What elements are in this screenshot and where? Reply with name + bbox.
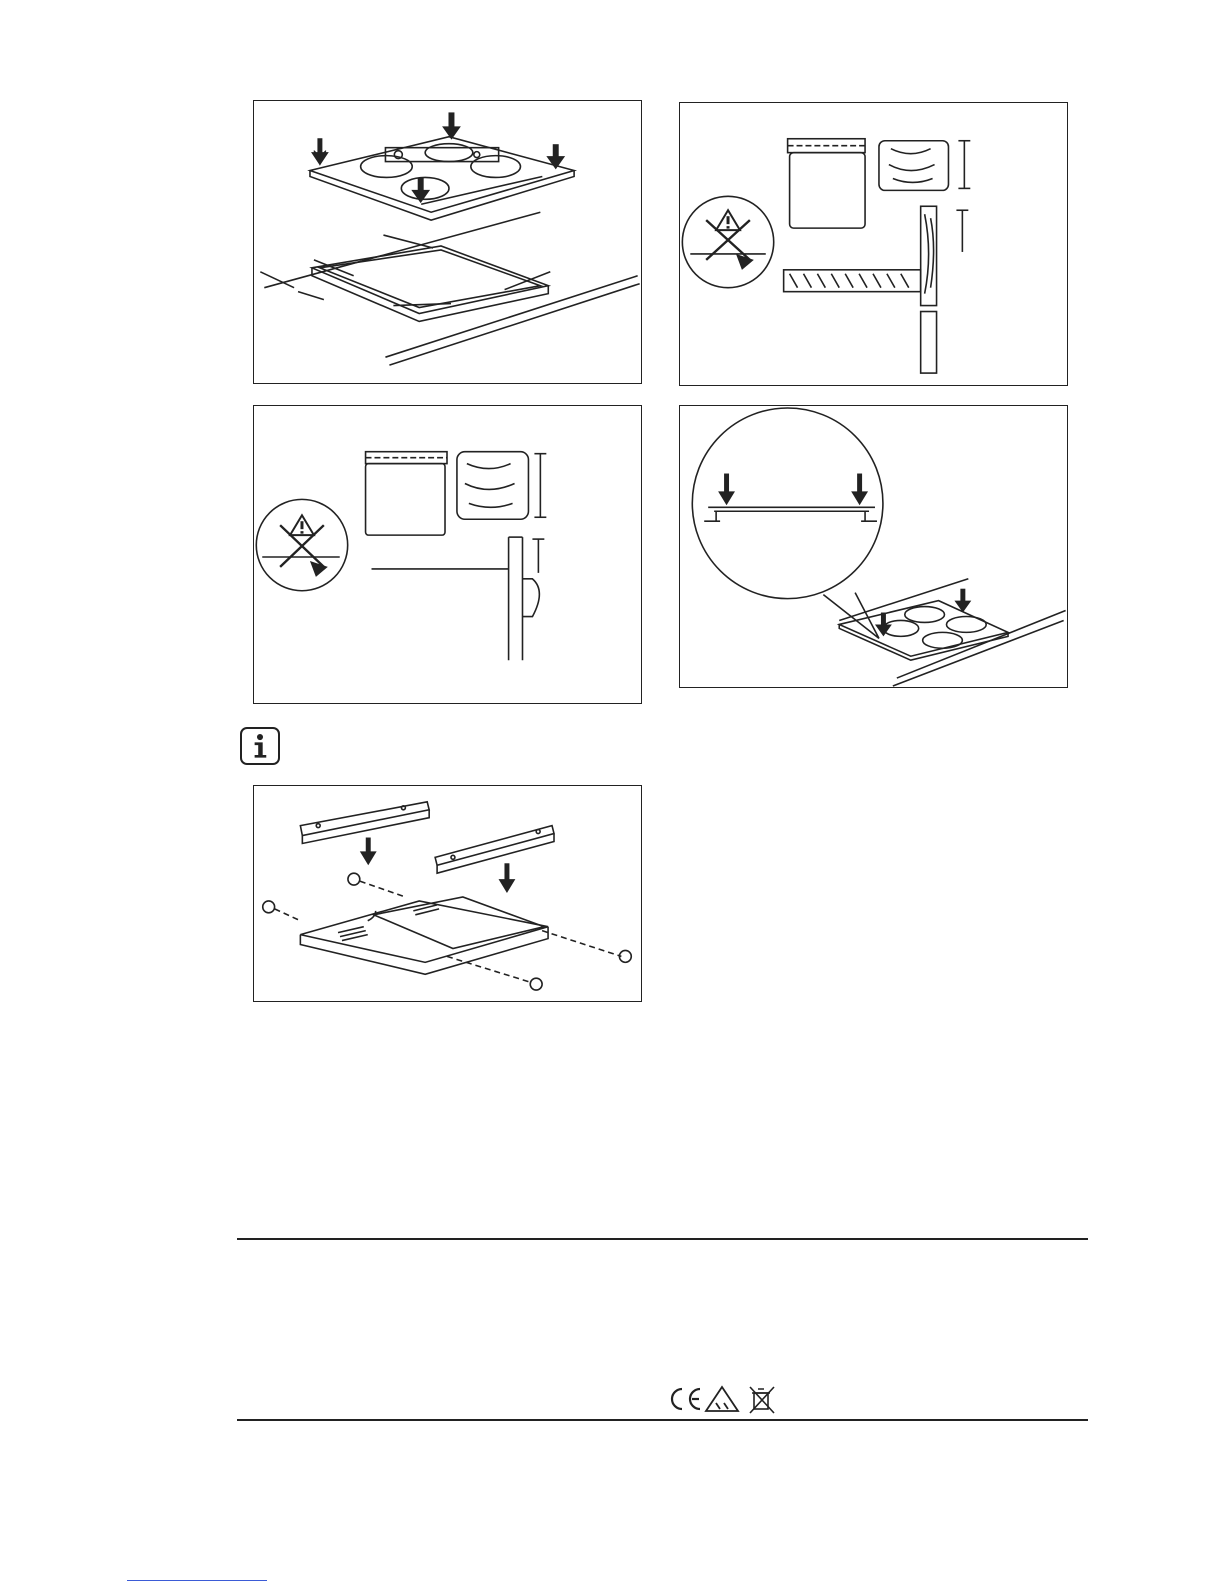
divider-top [237,1238,1088,1240]
illustration-edge-detail [679,102,1068,386]
edge-detail-alt-drawing [254,406,641,703]
crossed-bin-icon [750,1387,774,1413]
edge-detail-drawing [680,103,1067,385]
hob-installation-drawing [254,101,641,383]
illustration-edge-detail-alt [253,405,642,704]
ce-mark-icon [672,1389,700,1409]
footer-link-underline [127,1580,267,1581]
press-down-drawing [680,406,1067,687]
illustration-press-down [679,405,1068,688]
info-icon [240,727,280,765]
illustration-hob-installation [253,100,642,384]
certification-marks [662,1383,782,1415]
divider-bottom [237,1419,1088,1421]
vde-mark-icon [706,1387,738,1411]
illustration-bracket-assembly [253,785,642,1002]
bracket-assembly-drawing [254,786,641,1001]
